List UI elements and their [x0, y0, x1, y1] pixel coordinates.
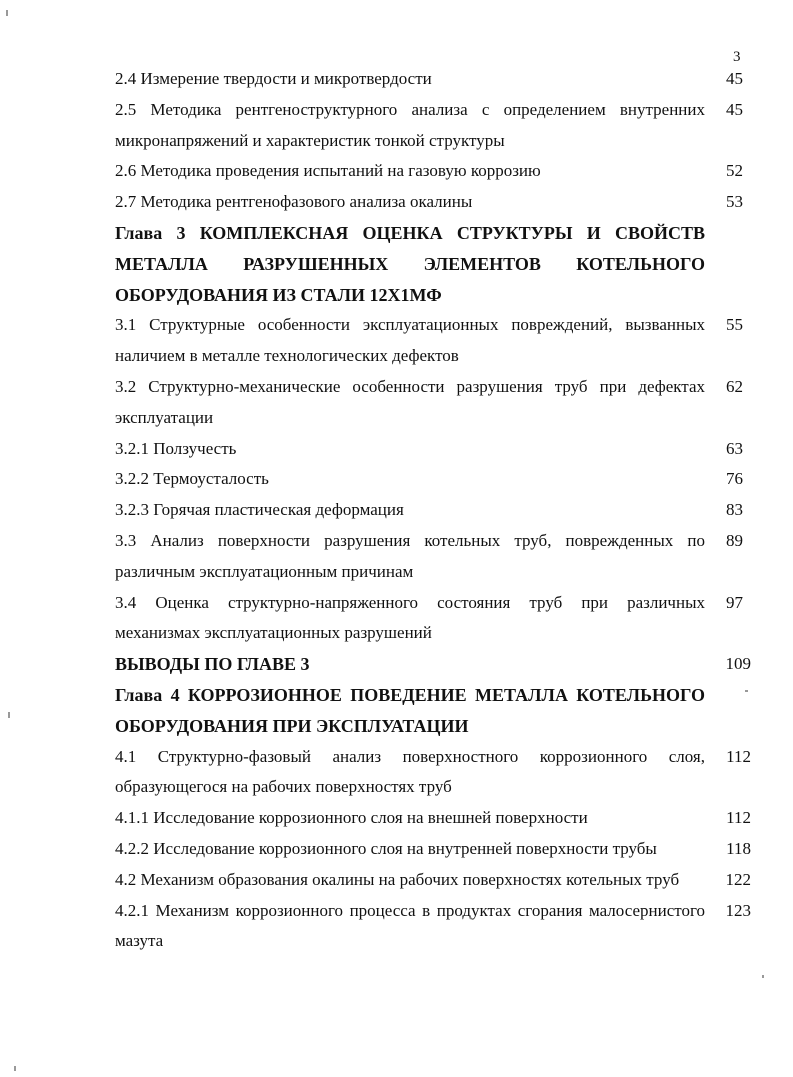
toc-entry-title: 3.4 Оценка структурно-напряженного состояния труб при различных механизмах эксплуатационных разрушений: [115, 592, 705, 643]
toc-conclusions: [115, 649, 751, 680]
chapter-title: Глава 4 КОРРОЗИОННОЕ ПОВЕДЕНИЕ МЕТАЛЛА КОТЕЛЬНОГО ОБОРУДОВАНИЯ ПРИ ЭКСПЛУАТАЦИИ: [115, 684, 705, 736]
toc-entry-title: 4.2.1 Механизм коррозионного процесса в продуктах сгорания малосернистого мазута: [115, 900, 705, 951]
toc-entry: [115, 526, 751, 588]
toc-entry-title: 2.7 Методика рентгенофазового анализа окалины: [115, 192, 473, 212]
toc-entry: [115, 896, 751, 958]
toc-entry-page: 52: [726, 161, 743, 181]
toc-entry: [115, 464, 751, 495]
table-of-contents: [115, 64, 751, 957]
toc-entry-title: 3.1 Структурные особенности эксплуатационных повреждений, вызванных наличием в металле технологических дефектов: [115, 315, 705, 366]
toc-entry-title: 4.1.1 Исследование коррозионного слоя на внешней поверхности: [115, 808, 588, 828]
toc-entry-page: 109: [725, 654, 751, 674]
toc-entry-page: 55: [726, 315, 743, 335]
toc-entry-page: 97: [726, 592, 743, 612]
toc-entry-title: 3.2 Структурно-механические особенности разрушения труб при дефектах эксплуатации: [115, 376, 705, 427]
scan-speck: [8, 712, 10, 718]
toc-entry-title: 2.5 Методика рентгеноструктурного анализа с определением внутренних микронапряжений и характеристик тонкой структуры: [115, 99, 705, 150]
toc-entry-page: 118: [726, 838, 751, 858]
scan-speck: [14, 1066, 16, 1071]
toc-entry: [115, 742, 751, 804]
toc-entry-page: 89: [726, 530, 743, 550]
toc-entry: [115, 64, 751, 95]
chapter-title: Глава 3 КОМПЛЕКСНАЯ ОЦЕНКА СТРУКТУРЫ И СВОЙСТВ МЕТАЛЛА РАЗРУШЕННЫХ ЭЛЕМЕНТОВ КОТЕЛЬНОГО ОБОРУДОВАНИЯ ИЗ СТАЛИ 12Х1МФ: [115, 222, 705, 305]
scan-speck: [762, 975, 764, 978]
toc-entry: [115, 310, 751, 372]
toc-entry-page: 112: [726, 808, 751, 828]
toc-entry-page: 53: [726, 192, 743, 212]
toc-entry: [115, 187, 751, 218]
toc-entry-page: 63: [726, 438, 743, 458]
toc-entry-title: 4.2.2 Исследование коррозионного слоя на внутренней поверхности трубы: [115, 838, 657, 858]
toc-entry: [115, 95, 751, 157]
toc-entry: [115, 834, 751, 865]
toc-entry: [115, 588, 751, 650]
toc-entry-page: 123: [725, 900, 751, 920]
toc-entry-page: 45: [726, 99, 743, 119]
page-number: 3: [733, 49, 741, 65]
toc-chapter-heading: [115, 218, 751, 310]
toc-entry: [115, 803, 751, 834]
toc-entry-title: 3.3 Анализ поверхности разрушения котельных труб, поврежденных по различным эксплуатационным причинам: [115, 530, 705, 581]
toc-entry-page: 112: [726, 746, 751, 766]
toc-entry: [115, 434, 751, 465]
toc-entry-page: 83: [726, 500, 743, 520]
toc-entry-title: 4.2 Механизм образования окалины на рабочих поверхностях котельных труб: [115, 869, 680, 889]
toc-entry: [115, 865, 751, 896]
toc-entry-title: 3.2.2 Термоусталость: [115, 469, 269, 489]
toc-entry: [115, 372, 751, 434]
scan-speck: [6, 10, 8, 16]
toc-entry-title: 2.4 Измерение твердости и микротвердости: [115, 69, 432, 88]
toc-entry: [115, 495, 751, 526]
toc-entry-page: 76: [726, 469, 743, 489]
toc-entry-title: 2.6 Методика проведения испытаний на газовую коррозию: [115, 161, 541, 181]
toc-entry: [115, 156, 751, 187]
conclusions-title: ВЫВОДЫ ПО ГЛАВЕ 3: [115, 654, 310, 675]
toc-entry-page: 122: [725, 869, 751, 889]
toc-entry-title: 3.2.3 Горячая пластическая деформация: [115, 500, 404, 520]
toc-chapter-heading: [115, 680, 751, 742]
toc-entry-title: 3.2.1 Ползучесть: [115, 438, 237, 458]
toc-entry-page: 45: [726, 69, 743, 88]
scan-speck: [745, 690, 748, 692]
toc-entry-page: 62: [726, 376, 743, 396]
toc-entry-title: 4.1 Структурно-фазовый анализ поверхностного коррозионного слоя, образующегося на рабочих поверхностях труб: [115, 746, 705, 797]
